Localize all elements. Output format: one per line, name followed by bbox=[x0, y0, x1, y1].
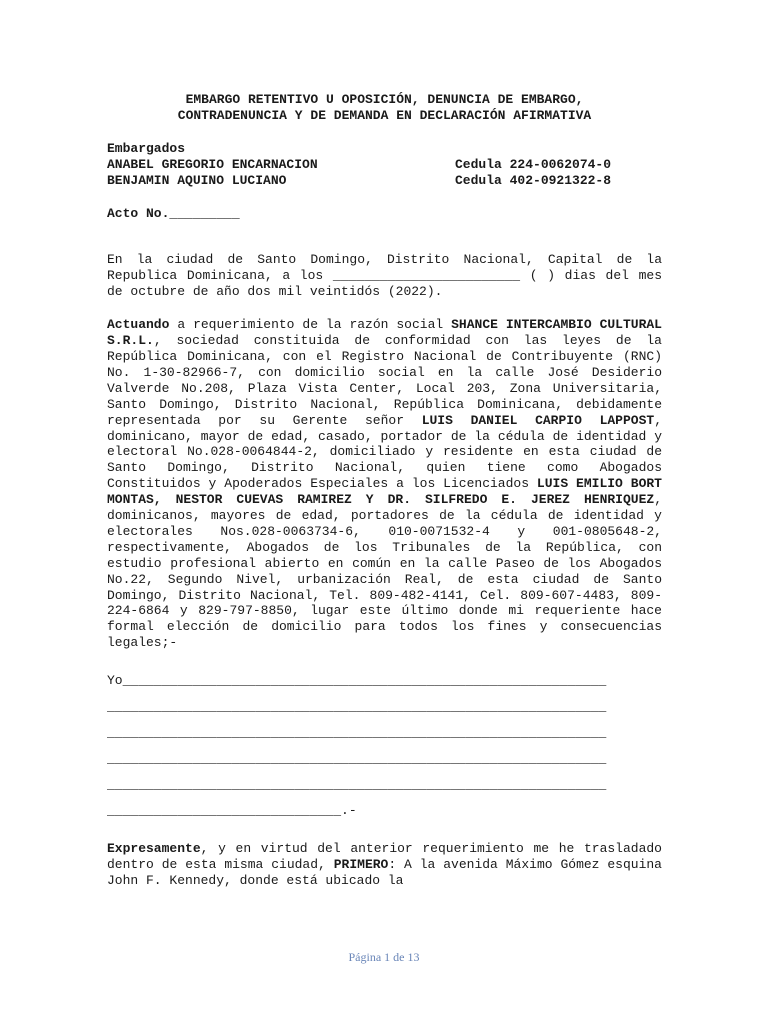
title-line-2: CONTRADENUNCIA Y DE DEMANDA EN DECLARACIÓN AFIRMATIVA bbox=[177, 107, 592, 123]
embargados-section bbox=[107, 141, 662, 189]
embargado-row bbox=[107, 173, 662, 189]
blank-line: Yo______________________________________________________________ bbox=[107, 673, 607, 689]
embargado-row bbox=[107, 157, 662, 173]
yo-blank-lines bbox=[107, 668, 662, 824]
actuando-text: , sociedad constituida de conformidad con las leyes de la República Dominicana, con el Registro Nacional de Contribuyente (RNC) No. 1-30-82966-7, con domicilio social en la calle José Desiderio Valverde No.208, Plaza Vista Center, Local 203, Zona Universitaria, Santo Domingo, Distrito Nacional, República Dominicana, debidamente representada por su Gerente señor bbox=[107, 333, 662, 428]
company-name: SHANCE INTERCAMBIO CULTURAL S.R.L. bbox=[107, 317, 662, 349]
actuando-text: a requerimiento de la razón social bbox=[169, 317, 452, 333]
blank-line: ______________________________.- bbox=[107, 803, 357, 819]
expresamente-paragraph bbox=[107, 841, 662, 889]
acto-number: Acto No._________ bbox=[107, 205, 240, 221]
actuando-text: , dominicano, mayor de edad, casado, portador de la cédula de identidad y electoral No.028-0064844-2, domiciliado y residente en esta ciudad de Santo Domingo, Distrito Nacional, quien tiene como Abogados Constituidos y Apoderados Especiales a los Licenciados bbox=[107, 412, 662, 492]
intro-paragraph: En la ciudad de Santo Domingo, Distrito Nacional, Capital de la Republica Dominicana, a los ________________________ ( ) dias del mes de octubre de año dos mil veintidós (2022). bbox=[107, 252, 662, 300]
expresamente-text: : A la avenida Máximo Gómez esquina John F. Kennedy, donde está ubicado la bbox=[107, 857, 662, 888]
actuando-lead: Actuando bbox=[107, 317, 170, 333]
blank-line: ________________________________________________________________ bbox=[107, 699, 607, 715]
embargado-name: BENJAMIN AQUINO LUCIANO bbox=[107, 172, 287, 188]
blank-line: ________________________________________________________________ bbox=[107, 777, 607, 793]
document-title bbox=[107, 92, 662, 124]
manager-name: LUIS DANIEL CARPIO LAPPOST bbox=[421, 412, 655, 428]
lawyers-names: LUIS EMILIO BORT MONTAS, NESTOR CUEVAS RAMIREZ Y DR. SILFREDO E. JEREZ HENRIQUEZ bbox=[107, 476, 662, 508]
expresamente-lead: Expresamente bbox=[107, 841, 201, 857]
blank-line: ________________________________________________________________ bbox=[107, 725, 607, 741]
page-number-footer: Página 1 de 13 bbox=[348, 950, 420, 964]
title-line-1: EMBARGO RETENTIVO U OPOSICIÓN, DENUNCIA DE EMBARGO, bbox=[185, 92, 584, 107]
blank-line: ________________________________________________________________ bbox=[107, 751, 607, 767]
embargado-cedula: Cedula 402-0921322-8 bbox=[455, 172, 612, 188]
actuando-paragraph bbox=[107, 317, 662, 651]
embargado-cedula: Cedula 224-0062074-0 bbox=[455, 156, 612, 172]
actuando-text: , dominicanos, mayores de edad, portadores de la cédula de identidad y electorales Nos.028-0063734-6, 010-0071532-4 y 001-0805648-2, respectivamente, Abogados de los Tribunales de la República, con estudio profesional abierto en común en la calle Paseo de los Abogados No.22, Segundo Nivel, urbanización Real, de esta ciudad de Santo Domingo, Distrito Nacional, Tel. 809-482-4141, Cel. 809-607-4483, 809-224-6864 y 829-797-8850, lugar este último donde mi requeriente hace formal elección de domicilio para todos los fines y consecuencias legales;- bbox=[107, 492, 662, 651]
embargados-label: Embargados bbox=[107, 140, 186, 156]
document-page bbox=[107, 92, 662, 889]
embargado-name: ANABEL GREGORIO ENCARNACION bbox=[107, 156, 318, 172]
primero-label: PRIMERO bbox=[333, 857, 389, 873]
expresamente-text: , y en virtud del anterior requerimiento me he trasladado dentro de esta misma ciudad, bbox=[107, 841, 662, 873]
